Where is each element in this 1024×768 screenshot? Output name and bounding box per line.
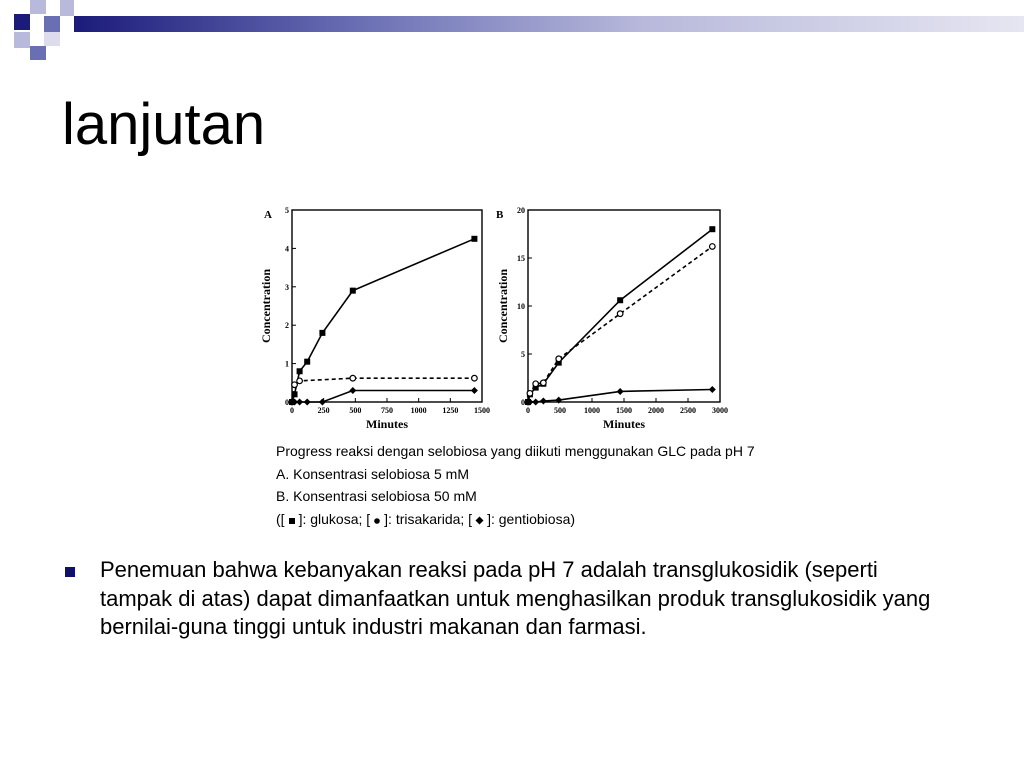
panel-b-y-tick-label: 10 [517, 302, 525, 311]
panel-b-x-tick-label: 2000 [648, 406, 664, 415]
caption-line-2: A. Konsentrasi selobiosa 5 mM [276, 465, 469, 482]
panel-b-group [496, 206, 728, 431]
header-gradient-bar [74, 16, 1024, 32]
circle-marker-icon [373, 509, 381, 532]
panel-b-square-point [709, 226, 715, 232]
panel-a-diamond-point [471, 387, 478, 394]
panel-b-y-tick-label: 0 [521, 398, 525, 407]
bullet-square-icon [65, 567, 75, 577]
panel-a-x-tick-label: 500 [349, 406, 362, 415]
panel-a-y-tick-label: 1 [285, 359, 289, 369]
panel-a-x-tick-label: 250 [317, 406, 330, 415]
panel-b-y-tick-label: 5 [521, 350, 525, 359]
decorative-square-navy-1 [14, 14, 30, 30]
panel-a-square-point [297, 368, 303, 374]
panel-a-x-tick-label: 0 [290, 406, 294, 415]
panel-a-panel-label: A [264, 209, 272, 221]
panel-b-plot-frame [528, 210, 720, 402]
panel-b-circle-point [617, 311, 623, 317]
panel-a-y-tick-label: 5 [285, 206, 289, 215]
panel-a-circle-point [472, 375, 478, 381]
panel-b-y-axis-label: Concentration [496, 269, 510, 343]
legend-trisaccharide: ]: trisakarida; [ [384, 510, 473, 527]
slide-title: lanjutan [62, 92, 266, 157]
panel-b-series-circle-line [528, 247, 712, 403]
decorative-square-lavender-3 [14, 32, 30, 48]
panel-a-y-tick-label: 2 [285, 321, 289, 331]
panel-a-diamond-point [349, 387, 356, 394]
panel-b-x-tick-label: 500 [554, 406, 566, 415]
caption-line-1: Progress reaksi dengan selobiosa yang diikuti menggunakan GLC pada pH 7 [276, 443, 755, 459]
decorative-square-lavender-2 [60, 0, 74, 16]
panel-a-circle-point [350, 375, 356, 381]
panel-b-y-tick-label: 15 [517, 254, 525, 263]
panel-b-square-point [617, 297, 623, 303]
panel-a-x-tick-label: 1500 [474, 406, 490, 415]
panel-a-x-tick-label: 1250 [442, 406, 459, 415]
panel-a-y-tick-label: 4 [285, 244, 289, 254]
panel-b-diamond-point [532, 399, 539, 406]
figure-caption [276, 440, 755, 531]
panel-b-panel-label: B [496, 209, 504, 221]
panel-b-diamond-point [709, 386, 716, 393]
panel-a-square-point [319, 330, 325, 336]
panel-a-x-tick-label: 1000 [410, 406, 427, 415]
panel-b-circle-point [527, 391, 533, 397]
panel-a-group [259, 206, 490, 431]
panel-b-x-axis-label: Minutes [603, 417, 645, 431]
progress-chart-figure [255, 198, 740, 438]
legend-open: ([ [276, 510, 285, 527]
decorative-square-mid-1 [44, 16, 60, 32]
panel-a-series-diamond-line [292, 391, 474, 403]
panel-a-square-point [471, 236, 477, 242]
caption-line-3: B. Konsentrasi selobiosa 50 mM [276, 488, 477, 504]
panel-b-circle-point [541, 380, 547, 386]
legend-glucose: ]: glukosa; [ [298, 510, 371, 527]
panel-b-x-tick-label: 2500 [680, 406, 696, 415]
decorative-square-pale-1 [44, 32, 60, 46]
square-marker-icon [288, 509, 296, 532]
panel-b-x-tick-label: 0 [526, 406, 530, 415]
panel-a-square-point [304, 359, 310, 365]
diamond-marker-icon [475, 509, 484, 532]
panel-a-x-tick-label: 750 [381, 406, 393, 415]
legend-gentiobiose: ]: gentiobiosa) [487, 510, 576, 527]
panel-a-x-axis-label: Minutes [366, 417, 408, 431]
panel-b-x-tick-label: 1500 [616, 406, 632, 415]
decorative-square-lavender-1 [30, 0, 46, 14]
panel-a-square-point [350, 288, 356, 294]
panel-a-diamond-point [296, 399, 303, 406]
panel-a-diamond-point [304, 399, 311, 406]
panel-a-circle-point [292, 382, 298, 388]
panel-b-y-tick-label: 20 [517, 206, 525, 215]
panel-a-plot-frame [292, 210, 482, 402]
panel-b-circle-point [556, 356, 562, 362]
panel-b-x-tick-label: 1000 [584, 406, 600, 415]
panel-b-diamond-point [540, 398, 547, 405]
decorative-square-mid-2 [30, 46, 46, 60]
panel-b-circle-point [533, 381, 539, 387]
panel-a-circle-point [297, 378, 303, 384]
panel-a-y-tick-label: 3 [285, 282, 289, 292]
panel-a-y-axis-label: Concentration [259, 269, 273, 343]
panel-b-circle-point [710, 244, 716, 250]
caption-legend-line [276, 508, 755, 532]
panel-b-diamond-point [617, 388, 624, 395]
panel-a-y-tick-label: 0 [285, 398, 289, 407]
panel-a-diamond-point [319, 399, 326, 406]
bullet-text: Penemuan bahwa kebanyakan reaksi pada pH 7 adalah transglukosidik (seperti tampak di atas) dapat dimanfaatkan untuk menghasilkan produk transglukosidik yang bernilai-guna tinggi untuk industri makanan dan farmasi. [100, 557, 931, 639]
panel-b-x-tick-label: 3000 [712, 406, 728, 415]
